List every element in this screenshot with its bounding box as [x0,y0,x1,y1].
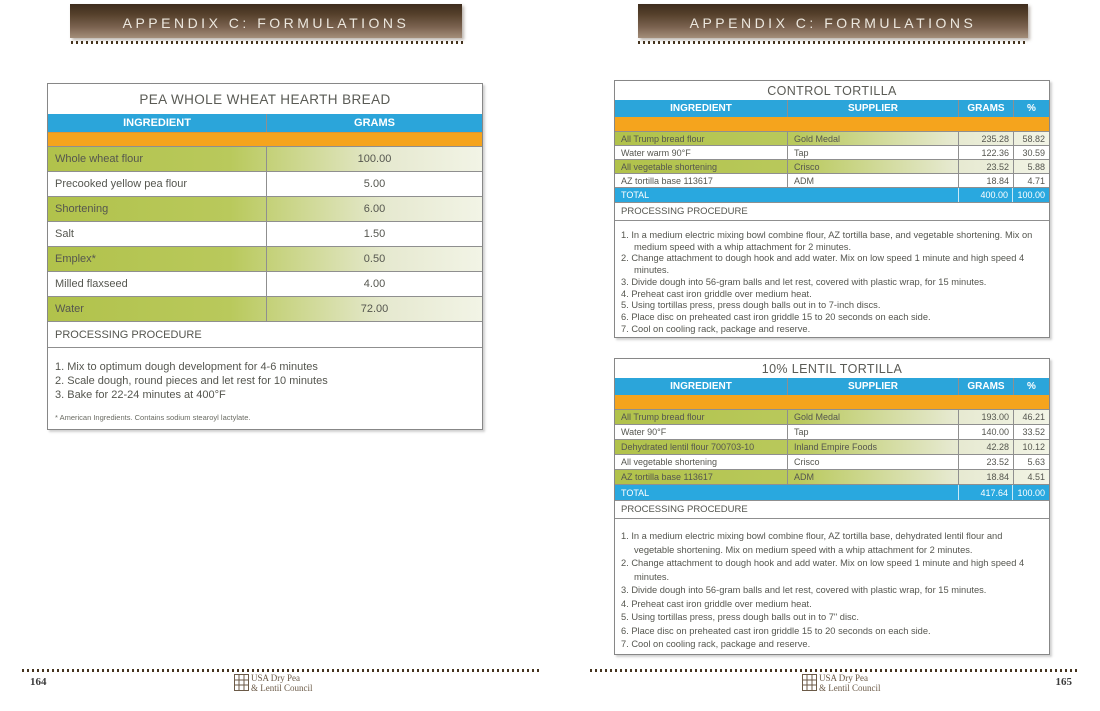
procedure-step: 4. Preheat cast iron griddle over medium heat. [621,288,812,299]
table-header-row [48,114,482,132]
lentil-tortilla-table [614,358,1050,655]
header-dotted-rule-right [638,41,1028,44]
column-header-supplier: SUPPLIER [788,100,959,117]
grams-cell: 100.00 [357,153,392,165]
header-dotted-rule-left [71,41,463,44]
grams-cell: 6.00 [363,203,386,215]
procedure-step: 3. Divide dough into 56-gram balls and let rest, covered with plastic wrap, for 15 minutes. [621,585,987,595]
procedure-step: 2. Change attachment to dough hook and add water. Mix on low speed 1 minute and high speed 4 minutes. [621,558,1025,582]
procedure-step: 6. Place disc on preheated cast iron griddle 15 to 20 seconds on each side. [621,625,931,636]
percent-cell: 5.88 [1027,161,1045,172]
supplier-cell: ADM [788,470,959,484]
supplier-cell: Gold Medal [788,410,959,424]
appendix-header-banner-right [638,4,1028,38]
total-label: TOTAL [621,190,650,200]
orange-spacer-row [48,132,482,146]
ingredient-cell: All vegetable shortening [615,455,788,469]
grams-cell: 122.36 [959,146,1014,159]
procedure-step: 2. Change attachment to dough hook and add water. Mix on low speed 1 minute and high speed 4 minutes. [621,253,1025,276]
council-emblem-icon [802,674,817,691]
council-logo-text [819,674,881,693]
supplier-cell: Tap [788,425,959,439]
total-row [615,484,1049,500]
table-row [48,196,482,221]
table-title: CONTROL TORTILLA [767,84,897,98]
ingredient-cell: All Trump bread flour [615,132,788,145]
table-row [615,159,1049,173]
column-header-percent: % [1027,381,1036,392]
procedure-step: 5. Using tortillas press, press dough balls out in to 7" disc. [621,612,859,622]
ingredient-cell: All Trump bread flour [615,410,788,424]
table-row [48,296,482,321]
page-number-left: 164 [30,676,47,688]
grams-cell: 1.50 [363,228,386,240]
total-row [615,187,1049,202]
table-row [615,424,1049,439]
ingredient-cell: Dehydrated lentil flour 700703-10 [615,440,788,454]
grams-cell: 18.84 [959,470,1014,484]
grams-cell: 4.00 [363,278,386,290]
total-percent: 100.00 [1017,487,1045,498]
processing-procedure-label: PROCESSING PROCEDURE [48,321,482,347]
table-row [48,246,482,271]
column-header-grams: GRAMS [959,100,1014,117]
column-header-grams: GRAMS [959,378,1014,395]
grams-cell: 0.50 [363,253,386,265]
processing-procedure-label: PROCESSING PROCEDURE [615,202,1049,220]
table-row [615,469,1049,484]
ingredient-cell: AZ tortilla base 113617 [615,470,788,484]
table-row [48,221,482,246]
column-header-ingredient: INGREDIENT [615,378,788,395]
footnote: * American Ingredients. Contains sodium stearoyl lactylate. [55,413,251,422]
ingredient-cell: Whole wheat flour [48,147,267,171]
column-header-supplier: SUPPLIER [788,378,959,395]
council-logo-text [251,674,313,693]
table-title: 10% LENTIL TORTILLA [761,362,903,376]
column-header-percent: % [1027,103,1036,114]
table-row [615,409,1049,424]
logo-line-1: USA Dry Pea [251,673,300,683]
percent-cell: 4.71 [1027,175,1045,186]
ingredient-cell: Salt [48,222,267,246]
processing-procedure-label: PROCESSING PROCEDURE [615,500,1049,518]
supplier-cell: Crisco [788,455,959,469]
procedure-step: 7. Cool on cooling rack, package and reserve. [621,323,811,334]
percent-cell: 30.59 [1022,147,1045,158]
page-number-right: 165 [1055,676,1072,688]
appendix-header-banner-left [70,4,462,38]
procedure-step: 3. Bake for 22-24 minutes at 400°F [55,389,226,401]
footer-dotted-rule-left [22,669,540,672]
orange-spacer-row [615,117,1049,131]
bread-formulation-table [47,83,483,430]
ingredient-cell: Emplex* [48,247,267,271]
grams-cell: 193.00 [959,410,1014,424]
procedure-step: 5. Using tortillas press, press dough balls out in to 7-inch discs. [621,300,881,311]
supplier-cell: Tap [788,146,959,159]
procedure-step: 6. Place disc on preheated cast iron griddle 15 to 20 seconds on each side. [621,311,931,322]
table-header-row [615,100,1049,117]
table-row [615,145,1049,159]
grams-cell: 5.00 [363,178,386,190]
table-row [48,146,482,171]
percent-cell: 10.12 [1022,442,1045,452]
grams-cell: 72.00 [360,303,389,315]
supplier-cell: Gold Medal [788,132,959,145]
ingredient-cell: Milled flaxseed [48,272,267,296]
control-tortilla-table [614,80,1050,338]
supplier-cell: Crisco [788,160,959,173]
procedure-step: 7. Cool on cooling rack, package and reserve. [621,639,811,649]
percent-cell: 4.51 [1027,472,1045,482]
ingredient-cell: Water [48,297,267,321]
total-grams: 417.64 [958,485,1013,500]
appendix-title: APPENDIX C: FORMULATIONS [122,15,410,31]
procedure-step: 1. Mix to optimum dough development for 4-6 minutes [55,361,318,373]
grams-cell: 235.28 [959,132,1014,145]
table-row [48,271,482,296]
processing-procedure-steps [615,220,1049,337]
processing-procedure-steps [48,347,482,429]
total-label: TOTAL [621,487,650,498]
table-row [48,171,482,196]
column-header-ingredient: INGREDIENT [48,114,267,132]
logo-line-1: USA Dry Pea [819,673,868,683]
table-row [615,173,1049,187]
procedure-step: 4. Preheat cast iron griddle over medium heat. [621,598,812,609]
table-title: PEA WHOLE WHEAT HEARTH BREAD [139,92,391,107]
column-header-grams: GRAMS [354,117,395,129]
table-row [615,131,1049,145]
ingredient-cell: AZ tortilla base 113617 [615,174,788,187]
ingredient-cell: Precooked yellow pea flour [48,172,267,196]
procedure-step: 1. In a medium electric mixing bowl combine flour, AZ tortilla base, and vegetable shortening. Mix on medium speed with a whip attachment for 2 minutes. [621,230,1033,252]
procedure-step: 2. Scale dough, round pieces and let rest for 10 minutes [55,375,328,387]
column-header-ingredient: INGREDIENT [615,100,788,117]
ingredient-cell: Shortening [48,197,267,221]
council-emblem-icon [234,674,249,691]
table-header-row [615,378,1049,395]
procedure-step: 3. Divide dough into 56-gram balls and let rest, covered with plastic wrap, for 15 minutes. [621,276,987,287]
table-row [615,439,1049,454]
percent-cell: 33.52 [1022,427,1045,437]
percent-cell: 5.63 [1027,457,1045,467]
percent-cell: 58.82 [1022,133,1045,144]
ingredient-cell: Water 90°F [615,425,788,439]
ingredient-cell: All vegetable shortening [615,160,788,173]
grams-cell: 23.52 [959,455,1014,469]
footer-dotted-rule-right [590,669,1078,672]
grams-cell: 42.28 [959,440,1014,454]
logo-line-2: & Lentil Council [819,682,881,693]
table-row [615,454,1049,469]
supplier-cell: Inland Empire Foods [788,440,959,454]
appendix-title: APPENDIX C: FORMULATIONS [689,15,977,31]
usa-dry-pea-lentil-council-logo [802,674,881,693]
grams-cell: 18.84 [959,174,1014,187]
ingredient-cell: Water warm 90°F [615,146,788,159]
grams-cell: 140.00 [959,425,1014,439]
total-percent: 100.00 [1017,190,1045,200]
orange-spacer-row [615,395,1049,409]
processing-procedure-steps [615,518,1049,654]
logo-line-2: & Lentil Council [251,682,313,693]
grams-cell: 23.52 [959,160,1014,173]
supplier-cell: ADM [788,174,959,187]
total-grams: 400.00 [958,188,1013,202]
percent-cell: 46.21 [1022,412,1045,422]
procedure-step: 1. In a medium electric mixing bowl combine flour, AZ tortilla base, dehydrated lentil flour and vegetable shortening. Mix on medium speed with a whip attachment for 2 minutes. [621,531,1003,555]
usa-dry-pea-lentil-council-logo [234,674,313,693]
